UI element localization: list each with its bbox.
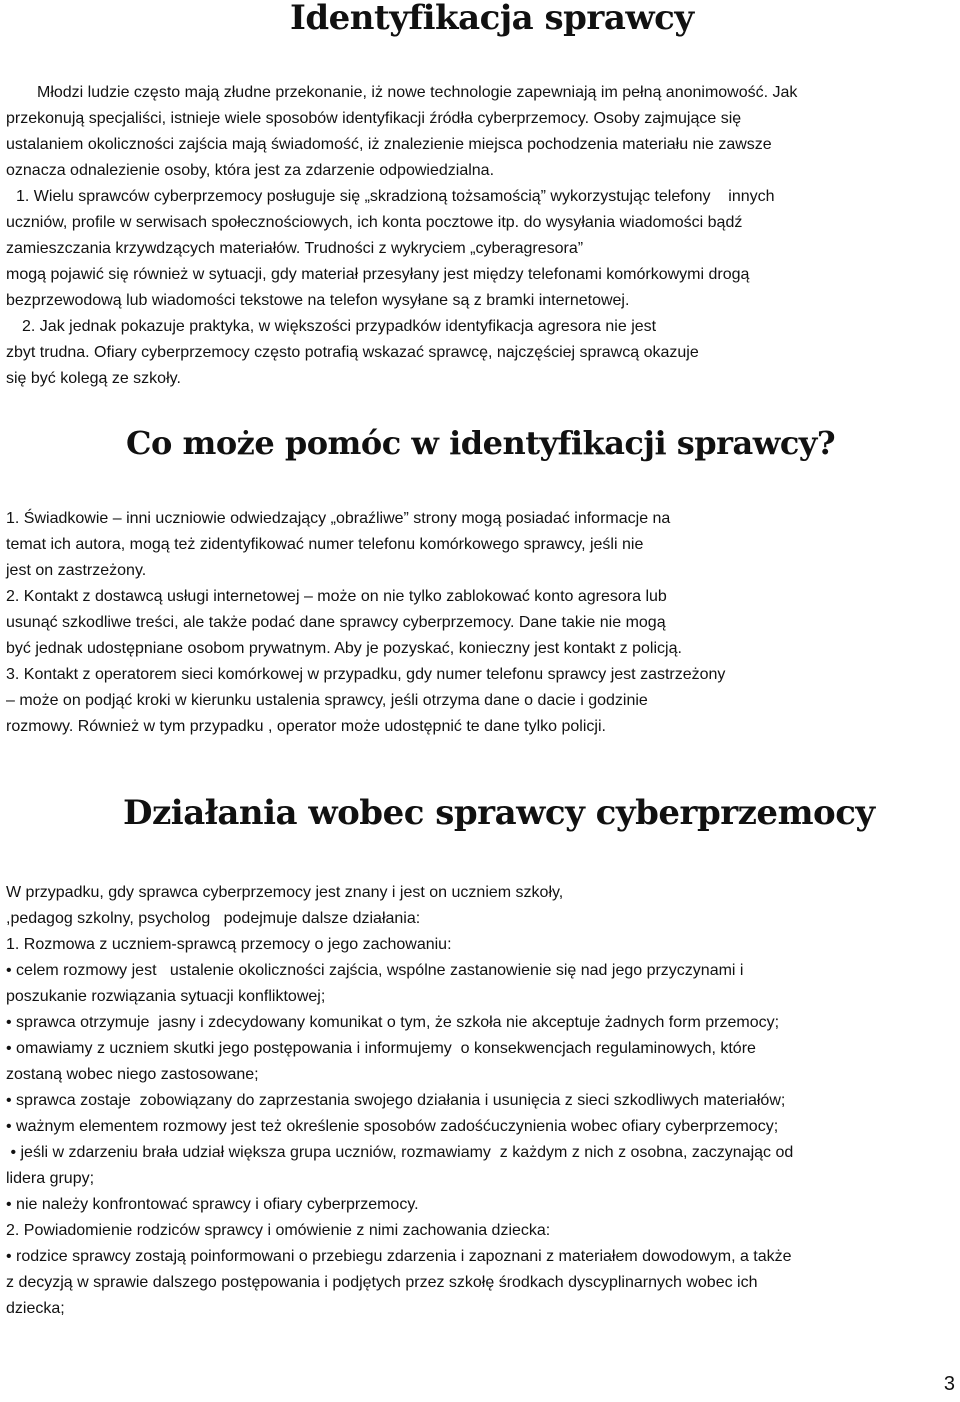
text-line: bezprzewodową lub wiadomości tekstowe na telefon wysyłane są z bramki internetowej. xyxy=(6,292,630,309)
text-line: ,pedagog szkolny, psycholog podejmuje dalsze działania: xyxy=(6,910,421,927)
text-line: temat ich autora, mogą też zidentyfikować numer telefonu komórkowego sprawcy, jeśli nie xyxy=(6,536,644,553)
text-line: – może on podjąć kroki w kierunku ustalenia sprawcy, jeśli otrzyma dane o dacie i godzinie xyxy=(6,692,648,709)
text-line: 1. Świadkowie – inni uczniowie odwiedzający „obraźliwe” strony mogą posiadać informacje na xyxy=(6,510,671,527)
actions-paragraph xyxy=(6,880,956,1322)
bullet-item: • celem rozmowy jest ustalenie okoliczności zajścia, wspólne zastanowienie się nad jego przyczynami i xyxy=(6,962,744,979)
text-line: zbyt trudna. Ofiary cyberprzemocy często potrafią wskazać sprawcę, najczęściej sprawcą okazuje xyxy=(6,344,699,361)
section-heading-actions: Działania wobec sprawcy cyberprzemocy xyxy=(123,793,875,833)
text-line: 2. Kontakt z dostawcą usługi internetowej – może on nie tylko zablokować konto agresora lub xyxy=(6,588,667,605)
help-paragraph xyxy=(6,506,956,740)
page-title: Identyfikacja sprawcy xyxy=(290,0,694,38)
text-line: rozmowy. Również w tym przypadku , operator może udostępnić te dane tylko policji. xyxy=(6,718,606,735)
text-line: ustalaniem okoliczności zajścia mają świadomość, iż znalezienie miejsca pochodzenia materiału nie zawsze xyxy=(6,136,772,153)
text-line: mogą pojawić się również w sytuacji, gdy materiał przesyłany jest między telefonami komórkowymi drogą xyxy=(6,266,750,283)
text-line: lidera grupy; xyxy=(6,1170,95,1187)
text-line: się być kolegą ze szkoły. xyxy=(6,370,181,387)
bullet-item: • ważnym elementem rozmowy jest też określenie sposobów zadośćuczynienia wobec ofiary cyberprzemocy; xyxy=(6,1118,779,1135)
text-line: W przypadku, gdy sprawca cyberprzemocy jest znany i jest on uczniem szkoły, xyxy=(6,884,564,901)
bullet-item: • rodzice sprawcy zostają poinformowani o przebiegu zdarzenia i zapoznani z materiałem dowodowym, a także xyxy=(6,1248,792,1265)
text-line: 1. Wielu sprawców cyberprzemocy posługuje się „skradzioną tożsamością” wykorzystując telefony innych xyxy=(16,188,775,205)
bullet-item: • sprawca otrzymuje jasny i zdecydowany komunikat o tym, że szkoła nie akceptuje żadnych form przemocy; xyxy=(6,1014,780,1031)
text-line: 1. Rozmowa z uczniem-sprawcą przemocy o jego zachowaniu: xyxy=(6,936,452,953)
text-line: poszukanie rozwiązania sytuacji konfliktowej; xyxy=(6,988,326,1005)
bullet-item: • omawiamy z uczniem skutki jego postępowania i informujemy o konsekwencjach regulaminowych, które xyxy=(6,1040,756,1057)
intro-paragraph xyxy=(6,80,956,392)
bullet-item: • sprawca zostaje zobowiązany do zaprzestania swojego działania i usunięcia z sieci szkodliwych materiałów; xyxy=(6,1092,786,1109)
text-line: 3. Kontakt z operatorem sieci komórkowej w przypadku, gdy numer telefonu sprawcy jest zastrzeżony xyxy=(6,666,726,683)
bullet-item: • nie należy konfrontować sprawcy i ofiary cyberprzemocy. xyxy=(6,1196,419,1213)
text-line: dziecka; xyxy=(6,1300,65,1317)
text-line: jest on zastrzeżony. xyxy=(6,562,147,579)
page-number: 3 xyxy=(943,1373,955,1395)
text-line: oznacza odnalezienie osoby, która jest za zdarzenie odpowiedzialna. xyxy=(6,162,495,179)
text-line: być jednak udostępniane osobom prywatnym. Aby je pozyskać, konieczny jest kontakt z policją. xyxy=(6,640,682,657)
text-line: przekonują specjaliści, istnieje wiele sposobów identyfikacji źródła cyberprzemocy. Osoby zajmujące się xyxy=(6,110,742,127)
text-line: 2. Powiadomienie rodziców sprawcy i omówienie z nimi zachowania dziecka: xyxy=(6,1222,551,1239)
text-line: zamieszczania krzywdzących materiałów. Trudności z wykryciem „cyberagresora” xyxy=(6,240,584,257)
text-line: Młodzi ludzie często mają złudne przekonanie, iż nowe technologie zapewniają im pełną anonimowość. Jak xyxy=(37,84,798,101)
text-line: z decyzją w sprawie dalszego postępowania i podjętych przez szkołę środkach dyscyplinarnych wobec ich xyxy=(6,1274,758,1291)
text-line: usunąć szkodliwe treści, ale także podać dane sprawcy cyberprzemocy. Dane takie nie mogą xyxy=(6,614,666,631)
text-line: 2. Jak jednak pokazuje praktyka, w większości przypadków identyfikacja agresora nie jest xyxy=(22,318,657,335)
text-line: uczniów, profile w serwisach społecznościowych, ich konta pocztowe itp. do wysyłania wiadomości bądź xyxy=(6,214,743,231)
section-heading-help: Co może pomóc w identyfikacji sprawcy? xyxy=(126,424,836,462)
text-line: zostaną wobec niego zastosowane; xyxy=(6,1066,259,1083)
bullet-item: • jeśli w zdarzeniu brała udział większa grupa uczniów, rozmawiamy z każdym z nich z osobna, zaczynając od xyxy=(6,1144,794,1161)
